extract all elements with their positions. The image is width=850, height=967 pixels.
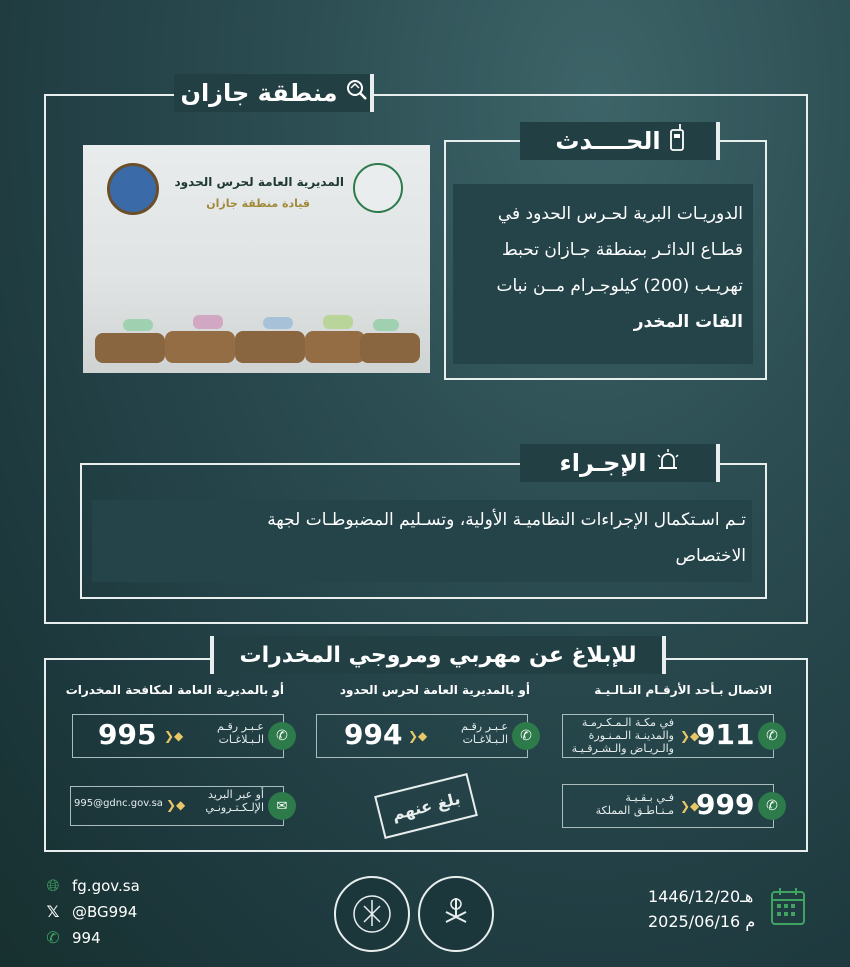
action-title-tag [520,444,720,482]
stamp-text: بلغ عنهم [389,788,463,824]
radio-icon [669,124,685,158]
border-guard-emblem [334,876,410,952]
x-logo-icon: 𝕏 [46,902,60,921]
arrow-icon: ❯◆ [408,729,428,743]
saudi-emblem [353,163,403,213]
action-heading: الإجـراء [559,449,647,477]
col1-title: الاتصال بـأحد الأرقـام التـالـيـة [594,683,772,697]
region-title-tag [174,74,374,112]
footer-x[interactable]: 𝕏 @BG994 [44,902,137,921]
number-995-desc: عـبـر رقـم الـبـلاغـات [216,720,264,746]
event-heading: الحــــدث [555,127,661,155]
event-line-2: قطـاع الدائـر بمنطقة جـازان تحبط [501,240,743,260]
saudi-emblem [418,876,494,952]
date-hijri: 1446/12/20هـ [648,887,754,906]
action-line-1: تـم اسـتكمال الإجراءات النظاميـة الأولية، وتسـليم المضبوطـات لجهة [267,510,746,530]
number-911-desc: في مكـة الـمـكـرمـة والمدينـة الـمـنـورة والـريـاض والـشـرقـيـة [571,716,674,755]
phone-icon: ✆ [268,722,296,750]
phone-icon: ✆ [46,928,60,947]
email-address[interactable]: 995@gdnc.gov.sa [74,798,163,809]
phone-icon: ✆ [758,722,786,750]
number-911[interactable]: 911 [696,718,755,751]
col2-title: أو بالمديرية العامة لحرس الحدود [339,683,530,697]
number-994-desc: عـبـر رقـم الـبـلاغـات [460,720,508,746]
date-gregorian: 2025/06/16 م [648,912,756,931]
action-text [96,502,746,574]
border-guard-emblem [107,163,159,215]
photo-agency-line: المديرية العامة لحرس الحدود [174,175,344,189]
bundles-row [123,315,403,335]
arrow-icon: ❯◆ [680,729,700,743]
event-line-1: الدوريـات البرية لحـرس الحدود في [497,204,743,224]
arrow-icon: ❯◆ [164,729,184,743]
footer-website[interactable]: 🌐︎ fg.gov.sa [44,876,140,896]
globe-icon: 🌐︎ [46,876,60,895]
report-title-tag [210,636,666,674]
number-995[interactable]: 995 [98,718,157,751]
arrow-icon: ❯◆ [680,799,700,813]
email-icon: ✉ [268,792,296,820]
search-map-icon [346,79,368,107]
phone-icon: ✆ [512,722,540,750]
phone-icon: ✆ [758,792,786,820]
footer-phone[interactable]: ✆ 994 [44,928,101,947]
event-line-4: القات المخدر [633,312,743,332]
seized-goods-photo [83,145,430,373]
action-line-2: الاختصاص [675,546,746,566]
email-desc: أو عبر البريد الإلـكـتـرونـي [205,788,264,814]
number-999[interactable]: 999 [696,788,755,821]
region-title: منطقة جازان [180,79,338,107]
calendar-icon [770,886,806,930]
arrow-icon: ❯◆ [166,798,186,812]
photo-command-line: قيادة منطقة جازان [206,197,310,210]
event-line-3: تهريـب (200) كيلوجـرام مــن نبات [496,276,743,296]
number-994[interactable]: 994 [344,718,403,751]
col3-title: أو بالمديرية العامة لمكافحة المخدرات [65,683,284,697]
event-title-tag [520,122,720,160]
number-999-desc: فـي بـقـيـة مـنـاطـق المملكة [595,791,674,817]
report-heading: للإبلاغ عن مهربي ومروجي المخدرات [239,642,637,668]
event-text [455,196,743,340]
siren-icon [655,449,681,477]
